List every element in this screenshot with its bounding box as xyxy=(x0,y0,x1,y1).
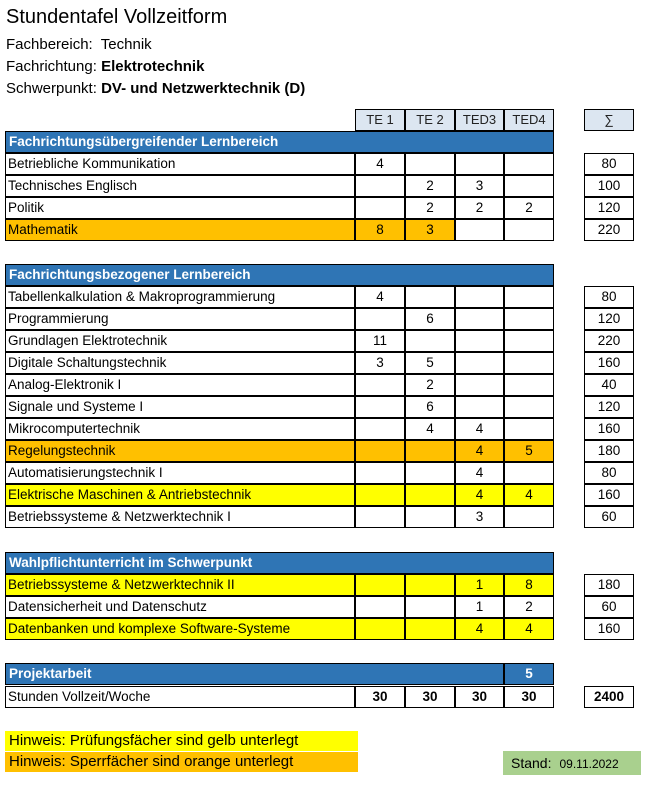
schwerpunkt-value: DV- und Netzwerktechnik (D) xyxy=(101,80,306,97)
subject-label: Betriebliche Kommunikation xyxy=(5,153,355,175)
hours-cell xyxy=(455,352,504,374)
total-hours: 30 xyxy=(405,686,455,708)
total-label: Stunden Vollzeit/Woche xyxy=(5,686,355,708)
sum-cell: 160 xyxy=(584,484,634,506)
hours-cell xyxy=(405,286,455,308)
hours-cell: 4 xyxy=(455,462,504,484)
hours-cell: 1 xyxy=(455,596,504,618)
hours-cell xyxy=(455,219,504,241)
hours-cell: 4 xyxy=(455,440,504,462)
hours-cell xyxy=(405,574,455,596)
hours-cell xyxy=(355,396,405,418)
hours-cell xyxy=(355,462,405,484)
fachbereich-label: Fachbereich: xyxy=(6,36,93,53)
stand-label: Stand: xyxy=(511,755,552,771)
sum-cell: 220 xyxy=(584,330,634,352)
stand-date: 09.11.2022 xyxy=(559,757,619,771)
subject-label: Automatisierungstechnik I xyxy=(5,462,355,484)
hours-cell xyxy=(455,286,504,308)
hours-cell xyxy=(405,596,455,618)
hours-cell xyxy=(504,153,554,175)
subject-label: Politik xyxy=(5,197,355,219)
hours-cell: 3 xyxy=(455,506,504,528)
sum-cell: 220 xyxy=(584,219,634,241)
page-title: Stundentafel Vollzeitform xyxy=(6,6,228,28)
hours-cell xyxy=(504,396,554,418)
section-header: Fachrichtungsbezogener Lernbereich xyxy=(5,264,554,286)
subject-label: Grundlagen Elektrotechnik xyxy=(5,330,355,352)
hours-cell xyxy=(355,418,405,440)
fachrichtung-line xyxy=(6,58,204,75)
hours-cell xyxy=(355,484,405,506)
hours-cell xyxy=(455,396,504,418)
hours-cell xyxy=(405,153,455,175)
fachrichtung-value: Elektrotechnik xyxy=(101,58,205,75)
hours-cell: 2 xyxy=(405,374,455,396)
hours-cell xyxy=(405,506,455,528)
hours-cell xyxy=(455,308,504,330)
hours-cell: 4 xyxy=(405,418,455,440)
sum-cell: 120 xyxy=(584,197,634,219)
hours-cell: 5 xyxy=(504,440,554,462)
hours-cell: 6 xyxy=(405,396,455,418)
stand-box xyxy=(503,751,641,775)
hours-cell xyxy=(405,462,455,484)
hours-cell: 3 xyxy=(455,175,504,197)
subject-label: Regelungstechnik xyxy=(5,440,355,462)
hours-cell xyxy=(355,574,405,596)
hours-cell: 4 xyxy=(504,484,554,506)
hours-cell xyxy=(504,462,554,484)
sum-cell: 160 xyxy=(584,618,634,640)
note-sperrfaecher: Hinweis: Sperrfächer sind orange unterlegt xyxy=(5,752,358,772)
column-header: TED3 xyxy=(455,109,504,131)
hours-cell xyxy=(504,330,554,352)
hours-cell xyxy=(504,352,554,374)
subject-label: Mikrocomputertechnik xyxy=(5,418,355,440)
hours-cell: 3 xyxy=(355,352,405,374)
sum-cell: 160 xyxy=(584,352,634,374)
column-header: TED4 xyxy=(504,109,554,131)
hours-cell xyxy=(504,506,554,528)
hours-cell: 4 xyxy=(355,286,405,308)
subject-label: Technisches Englisch xyxy=(5,175,355,197)
subject-label: Signale und Systeme I xyxy=(5,396,355,418)
hours-cell: 2 xyxy=(504,596,554,618)
hours-cell xyxy=(405,484,455,506)
hours-cell xyxy=(455,374,504,396)
hours-cell xyxy=(504,374,554,396)
hours-cell xyxy=(405,330,455,352)
hours-cell: 4 xyxy=(455,618,504,640)
hours-cell xyxy=(504,418,554,440)
hours-cell: 2 xyxy=(504,197,554,219)
sum-cell: 120 xyxy=(584,308,634,330)
sum-header: ∑ xyxy=(584,109,634,131)
sum-cell: 40 xyxy=(584,374,634,396)
hours-cell xyxy=(355,308,405,330)
total-hours: 30 xyxy=(504,686,554,708)
total-hours: 30 xyxy=(455,686,504,708)
hours-cell: 8 xyxy=(355,219,405,241)
hours-cell: 2 xyxy=(405,197,455,219)
projekt-label: Projektarbeit xyxy=(5,663,504,685)
subject-label: Datenbanken und komplexe Software-Systeme xyxy=(5,618,355,640)
hours-cell: 6 xyxy=(405,308,455,330)
hours-cell xyxy=(455,153,504,175)
subject-label: Tabellenkalkulation & Makroprogrammierung xyxy=(5,286,355,308)
subject-label: Datensicherheit und Datenschutz xyxy=(5,596,355,618)
fachbereich-value: Technik xyxy=(100,36,152,53)
hours-cell xyxy=(504,286,554,308)
section-header: Fachrichtungsübergreifender Lernbereich xyxy=(5,131,554,153)
schwerpunkt-line xyxy=(6,80,305,97)
hours-cell xyxy=(355,197,405,219)
sum-cell: 180 xyxy=(584,440,634,462)
note-pruefungsfaecher: Hinweis: Prüfungsfächer sind gelb unterlegt xyxy=(5,731,358,751)
hours-cell: 8 xyxy=(504,574,554,596)
hours-cell xyxy=(355,374,405,396)
hours-cell: 2 xyxy=(405,175,455,197)
hours-cell xyxy=(455,330,504,352)
hours-cell: 4 xyxy=(355,153,405,175)
total-hours: 30 xyxy=(355,686,405,708)
sum-cell: 180 xyxy=(584,574,634,596)
subject-label: Analog-Elektronik I xyxy=(5,374,355,396)
column-header: TE 2 xyxy=(405,109,455,131)
subject-label: Digitale Schaltungstechnik xyxy=(5,352,355,374)
hours-cell: 3 xyxy=(405,219,455,241)
sum-cell: 160 xyxy=(584,418,634,440)
subject-label: Betriebssysteme & Netzwerktechnik I xyxy=(5,506,355,528)
sum-cell: 60 xyxy=(584,506,634,528)
subject-label: Betriebssysteme & Netzwerktechnik II xyxy=(5,574,355,596)
fachrichtung-label: Fachrichtung: xyxy=(6,58,97,75)
hours-cell: 2 xyxy=(455,197,504,219)
hours-cell xyxy=(355,175,405,197)
sum-cell: 60 xyxy=(584,596,634,618)
hours-cell: 4 xyxy=(504,618,554,640)
section-header: Wahlpflichtunterricht im Schwerpunkt xyxy=(5,552,554,574)
hours-cell xyxy=(355,506,405,528)
subject-label: Elektrische Maschinen & Antriebstechnik xyxy=(5,484,355,506)
sum-cell: 80 xyxy=(584,286,634,308)
hours-cell xyxy=(355,440,405,462)
schwerpunkt-label: Schwerpunkt: xyxy=(6,80,97,97)
hours-cell xyxy=(504,308,554,330)
hours-cell: 4 xyxy=(455,418,504,440)
hours-cell xyxy=(504,175,554,197)
total-sum: 2400 xyxy=(584,686,634,708)
hours-cell: 1 xyxy=(455,574,504,596)
hours-cell xyxy=(405,440,455,462)
projekt-hours: 5 xyxy=(504,663,554,685)
hours-cell xyxy=(504,219,554,241)
sum-cell: 80 xyxy=(584,462,634,484)
column-header: TE 1 xyxy=(355,109,405,131)
hours-cell xyxy=(355,618,405,640)
subject-label: Programmierung xyxy=(5,308,355,330)
subject-label: Mathematik xyxy=(5,219,355,241)
hours-cell xyxy=(355,596,405,618)
hours-cell: 11 xyxy=(355,330,405,352)
hours-cell: 5 xyxy=(405,352,455,374)
fachbereich-line xyxy=(6,36,152,53)
sum-cell: 100 xyxy=(584,175,634,197)
sum-cell: 80 xyxy=(584,153,634,175)
sum-cell: 120 xyxy=(584,396,634,418)
hours-cell xyxy=(405,618,455,640)
hours-cell: 4 xyxy=(455,484,504,506)
